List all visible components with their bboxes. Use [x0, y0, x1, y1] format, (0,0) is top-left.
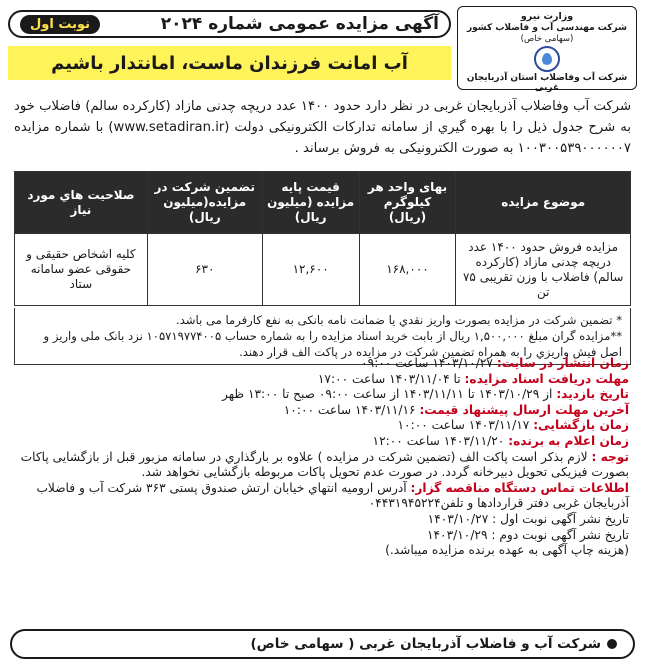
col-guarantee: تضمین شرکت در مزایده(میلیون ریال) [147, 172, 262, 234]
cell-qualifications: کلیه اشخاص حقیقی و حقوقی عضو سامانه ستاد [15, 234, 148, 306]
attention-row [16, 450, 629, 481]
logo-company: شرکت مهندسی آب و فاضلاب کشور [466, 23, 627, 33]
auction-table [14, 171, 631, 306]
opening-time-row [16, 418, 629, 434]
attention-label: توجه : [591, 449, 629, 464]
logo-province-company: شرکت آب وفاضلاب استان آذربایجان غربی [466, 73, 628, 93]
cell-guarantee: ۶۳۰ [147, 234, 262, 306]
note-guarantee: * تضمین شرکت در مزایده بصورت واریز نقدي یا ضمانت نامه بانکی به نفع کارفرما می باشد. [176, 313, 622, 327]
title-bar [8, 10, 451, 38]
contact-row [16, 481, 629, 512]
bid-deadline-label: آخرین مهلت ارسال پیشنهاد قیمت: [419, 402, 629, 417]
slogan-text: آب امانت فرزندان ماست، امانتدار باشیم [51, 52, 408, 74]
details-section [16, 356, 629, 559]
visit-date-label: تاریخ بازدید: [556, 387, 629, 402]
first-print-date: تاریخ نشر آگهی نوبت اول : ۱۴۰۳/۱۰/۲۷ [427, 511, 629, 526]
docs-deadline-row [16, 372, 629, 388]
publish-time-row [16, 356, 629, 372]
publish-time-label: زمان انتشار در سایت: [496, 356, 629, 370]
logo-company-type: (سهامی خاص) [520, 34, 574, 44]
note-payment: **مزایده گران مبلغ ۱,۵۰۰,۰۰۰ ریال از بابت خرید اسناد مزایده را به شماره حساب ۱۰۵۷۱۹۷۷۴۰۰۵ نزد بانک ملی واریز و اصل فیش واریزي را به همراه تضمین شرکت در مزایده در پاکت الف قرار دهند. [43, 329, 622, 359]
notice-header [8, 6, 637, 93]
logo-ministry: وزارت نیرو [520, 11, 574, 22]
intro-paragraph: شرکت آب وفاضلاب آذربایجان غربی در نظر دارد حدود ۱۴۰۰ عدد دریچه چدنی مازاد (کارکرده سالم) فاضلاب خود به شرح جدول ذیل را با بهره گیري از سامانه تدارکات الکترونیکی دولت (www.setadiran.ir) با شماره مزایده ۱۰۰۳۰۰۵۳۹۰۰۰۰۰۰۷ به صورت الکترونیکی به فروش برساند . [14, 99, 631, 156]
col-subject: موضوع مزایده [456, 172, 631, 234]
winner-time-row [16, 434, 629, 450]
notice-title: آگهی مزایده عمومی شماره ۲۰۲۴ [160, 14, 439, 34]
cell-subject: مزایده فروش حدود ۱۴۰۰ عدد دریچه چدنی مازاد (کارکرده سالم) فاضلاب با وزن تقریبی ۷۵ تن [456, 234, 631, 306]
bullet-icon [607, 639, 617, 649]
footer-bar [10, 629, 635, 659]
footer-company: شرکت آب و فاضلاب آذربایجان غربی ( سهامی خاص) [250, 636, 601, 652]
print-cost-note: (هزینه چاپ آگهی به عهده برنده مزایده میباشد.) [385, 543, 629, 558]
cell-unit-price: ۱۶۸,۰۰۰ [359, 234, 456, 306]
bid-deadline-row [16, 403, 629, 419]
table-header-row [15, 172, 631, 234]
cell-base-price: ۱۲,۶۰۰ [262, 234, 359, 306]
opening-time-label: زمان بازگشایی: [533, 418, 629, 433]
col-qualifications: صلاحیت هاي مورد نیاز [15, 172, 148, 234]
winner-time-value: ۱۴۰۳/۱۱/۲۰ ساعت ۱۲:۰۰ [372, 433, 509, 448]
second-print-date: تاریخ نشر آگهی نوبت دوم : ۱۴۰۳/۱۰/۲۹ [426, 527, 629, 542]
docs-deadline-value: تا ۱۴۰۳/۱۱/۰۴ ساعت ۱۷:۰۰ [317, 371, 465, 386]
contact-label: اطلاعات تماس دستگاه مناقصه گزار: [410, 480, 629, 495]
visit-date-row [16, 387, 629, 403]
winner-time-label: زمان اعلام به برنده: [508, 433, 629, 448]
water-drop-logo-icon [534, 46, 560, 72]
docs-deadline-label: مهلت دریافت اسناد مزایده: [464, 371, 629, 386]
col-unit-price: بهای واحد هر کیلوگرم (ریال) [359, 172, 456, 234]
bid-deadline-value: ۱۴۰۳/۱۱/۱۶ ساعت ۱۰:۰۰ [283, 402, 420, 417]
slogan-bar [8, 46, 451, 80]
opening-time-value: ۱۴۰۳/۱۱/۱۷ ساعت ۱۰:۰۰ [397, 418, 534, 433]
visit-date-value: از ۱۴۰۳/۱۰/۲۹ تا ۱۴۰۳/۱۱/۱۱ از ساعت ۰۹:۰۰ صبح تا ۱۳:۰۰ ظهر [222, 387, 557, 402]
col-base-price: قیمت پایه مزایده (میلیون ریال) [262, 172, 359, 234]
attention-value: لازم بذکر است پاکت الف (تضمین شرکت در مزایده ) علاوه بر بارگذاري در سامانه مزبور قبل از بازگشایی پاکات بصورت فیزیکی تحویل دبیرخانه گردد. در صورت عدم تحویل پاکات مربوطه بازگشایی نخواهد شد. [20, 449, 629, 480]
round-badge: نوبت اول [20, 15, 100, 34]
table-row [15, 234, 631, 306]
ministry-logo-box [457, 6, 637, 93]
publish-time-value: ۱۴۰۳/۱۰/۲۷ ساعت ۰۹:۰۰ [361, 356, 497, 370]
contact-value: آدرس ارومیه انتهاي خیابان ارتش صندوق پستی ۳۶۳ شرکت آب و فاضلاب آذربایجان غربی دفتر قراردادها و تلفن۰۴۴۳۱۹۴۵۲۲۴ [36, 480, 629, 511]
auction-table-wrap [14, 171, 631, 306]
